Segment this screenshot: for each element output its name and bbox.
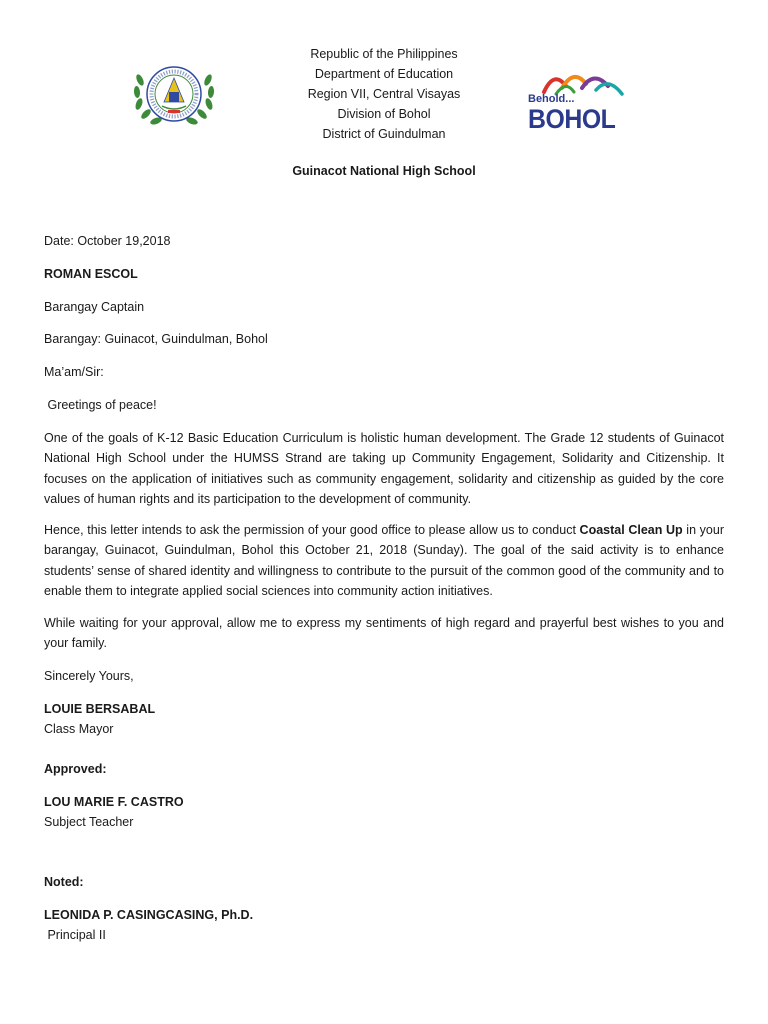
- noter-name: LEONIDA P. CASINGCASING, Ph.D.: [44, 908, 254, 922]
- letterhead-line-region: Region VII, Central Visayas: [307, 87, 461, 101]
- bohol-wordmark: BOHOL: [528, 104, 616, 134]
- greeting: Greetings of peace!: [44, 398, 157, 412]
- sender-title: Class Mayor: [44, 722, 114, 736]
- bohol-tagline: Behold...: [528, 93, 575, 105]
- recipient-name: ROMAN ESCOL: [44, 267, 138, 281]
- approver-title: Subject Teacher: [44, 815, 134, 829]
- salutation: Ma’am/Sir:: [44, 365, 104, 379]
- closing: Sincerely Yours,: [44, 669, 134, 683]
- letterhead: [234, 44, 534, 144]
- sender-name: LOUIE BERSABAL: [44, 702, 156, 716]
- school-seal-logo: [132, 62, 216, 128]
- activity-name: Coastal Clean Up: [579, 523, 683, 537]
- letterhead-line-district: District of Guindulman: [322, 127, 446, 141]
- noter-title: Principal II: [44, 928, 106, 942]
- recipient-address: Barangay: Guinacot, Guindulman, Bohol: [44, 332, 268, 346]
- paragraph-2: [44, 520, 724, 601]
- approver-name: LOU MARIE F. CASTRO: [44, 795, 184, 809]
- recipient-title: Barangay Captain: [44, 300, 145, 314]
- letter-date: Date: October 19,2018: [44, 234, 171, 248]
- paragraph-3: While waiting for your approval, allow me to express my sentiments of high regard and prayerful best wishes to you and your family.: [44, 616, 724, 651]
- bohol-logo: [526, 66, 626, 136]
- paragraph-2-end: in your barangay, Guinacot, Guindulman, Bohol this October 21, 2018 (Sunday). The goal of the said activity is to enhance students’ sense of shared identity and willingness to contribute to the pursuit of the common good of the community and to enable them to integrate applied social sciences into community action initiatives.: [44, 523, 724, 598]
- noted-label: Noted:: [44, 875, 84, 889]
- approved-label: Approved:: [44, 762, 107, 776]
- school-name: Guinacot National High School: [292, 164, 476, 178]
- paragraph-2-start: Hence, this letter intends to ask the permission of your good office to please allow us to conduct: [44, 523, 580, 537]
- letterhead-line-republic: Republic of the Philippines: [310, 47, 458, 61]
- laurel-seal-icon: [132, 62, 216, 128]
- letterhead-line-department: Department of Education: [314, 67, 454, 81]
- letterhead-line-division: Division of Bohol: [337, 107, 431, 121]
- paragraph-1: One of the goals of K-12 Basic Education Curriculum is holistic human development. The Grade 12 students of Guinacot National High School under the HUMSS Strand are taking up Community Engagement, Solidarity and Citizenship. It focuses on the application of initiatives such as community engagement, solidarity and citizenship as guided by the core values of human rights and its participation to the development of community.: [44, 431, 724, 506]
